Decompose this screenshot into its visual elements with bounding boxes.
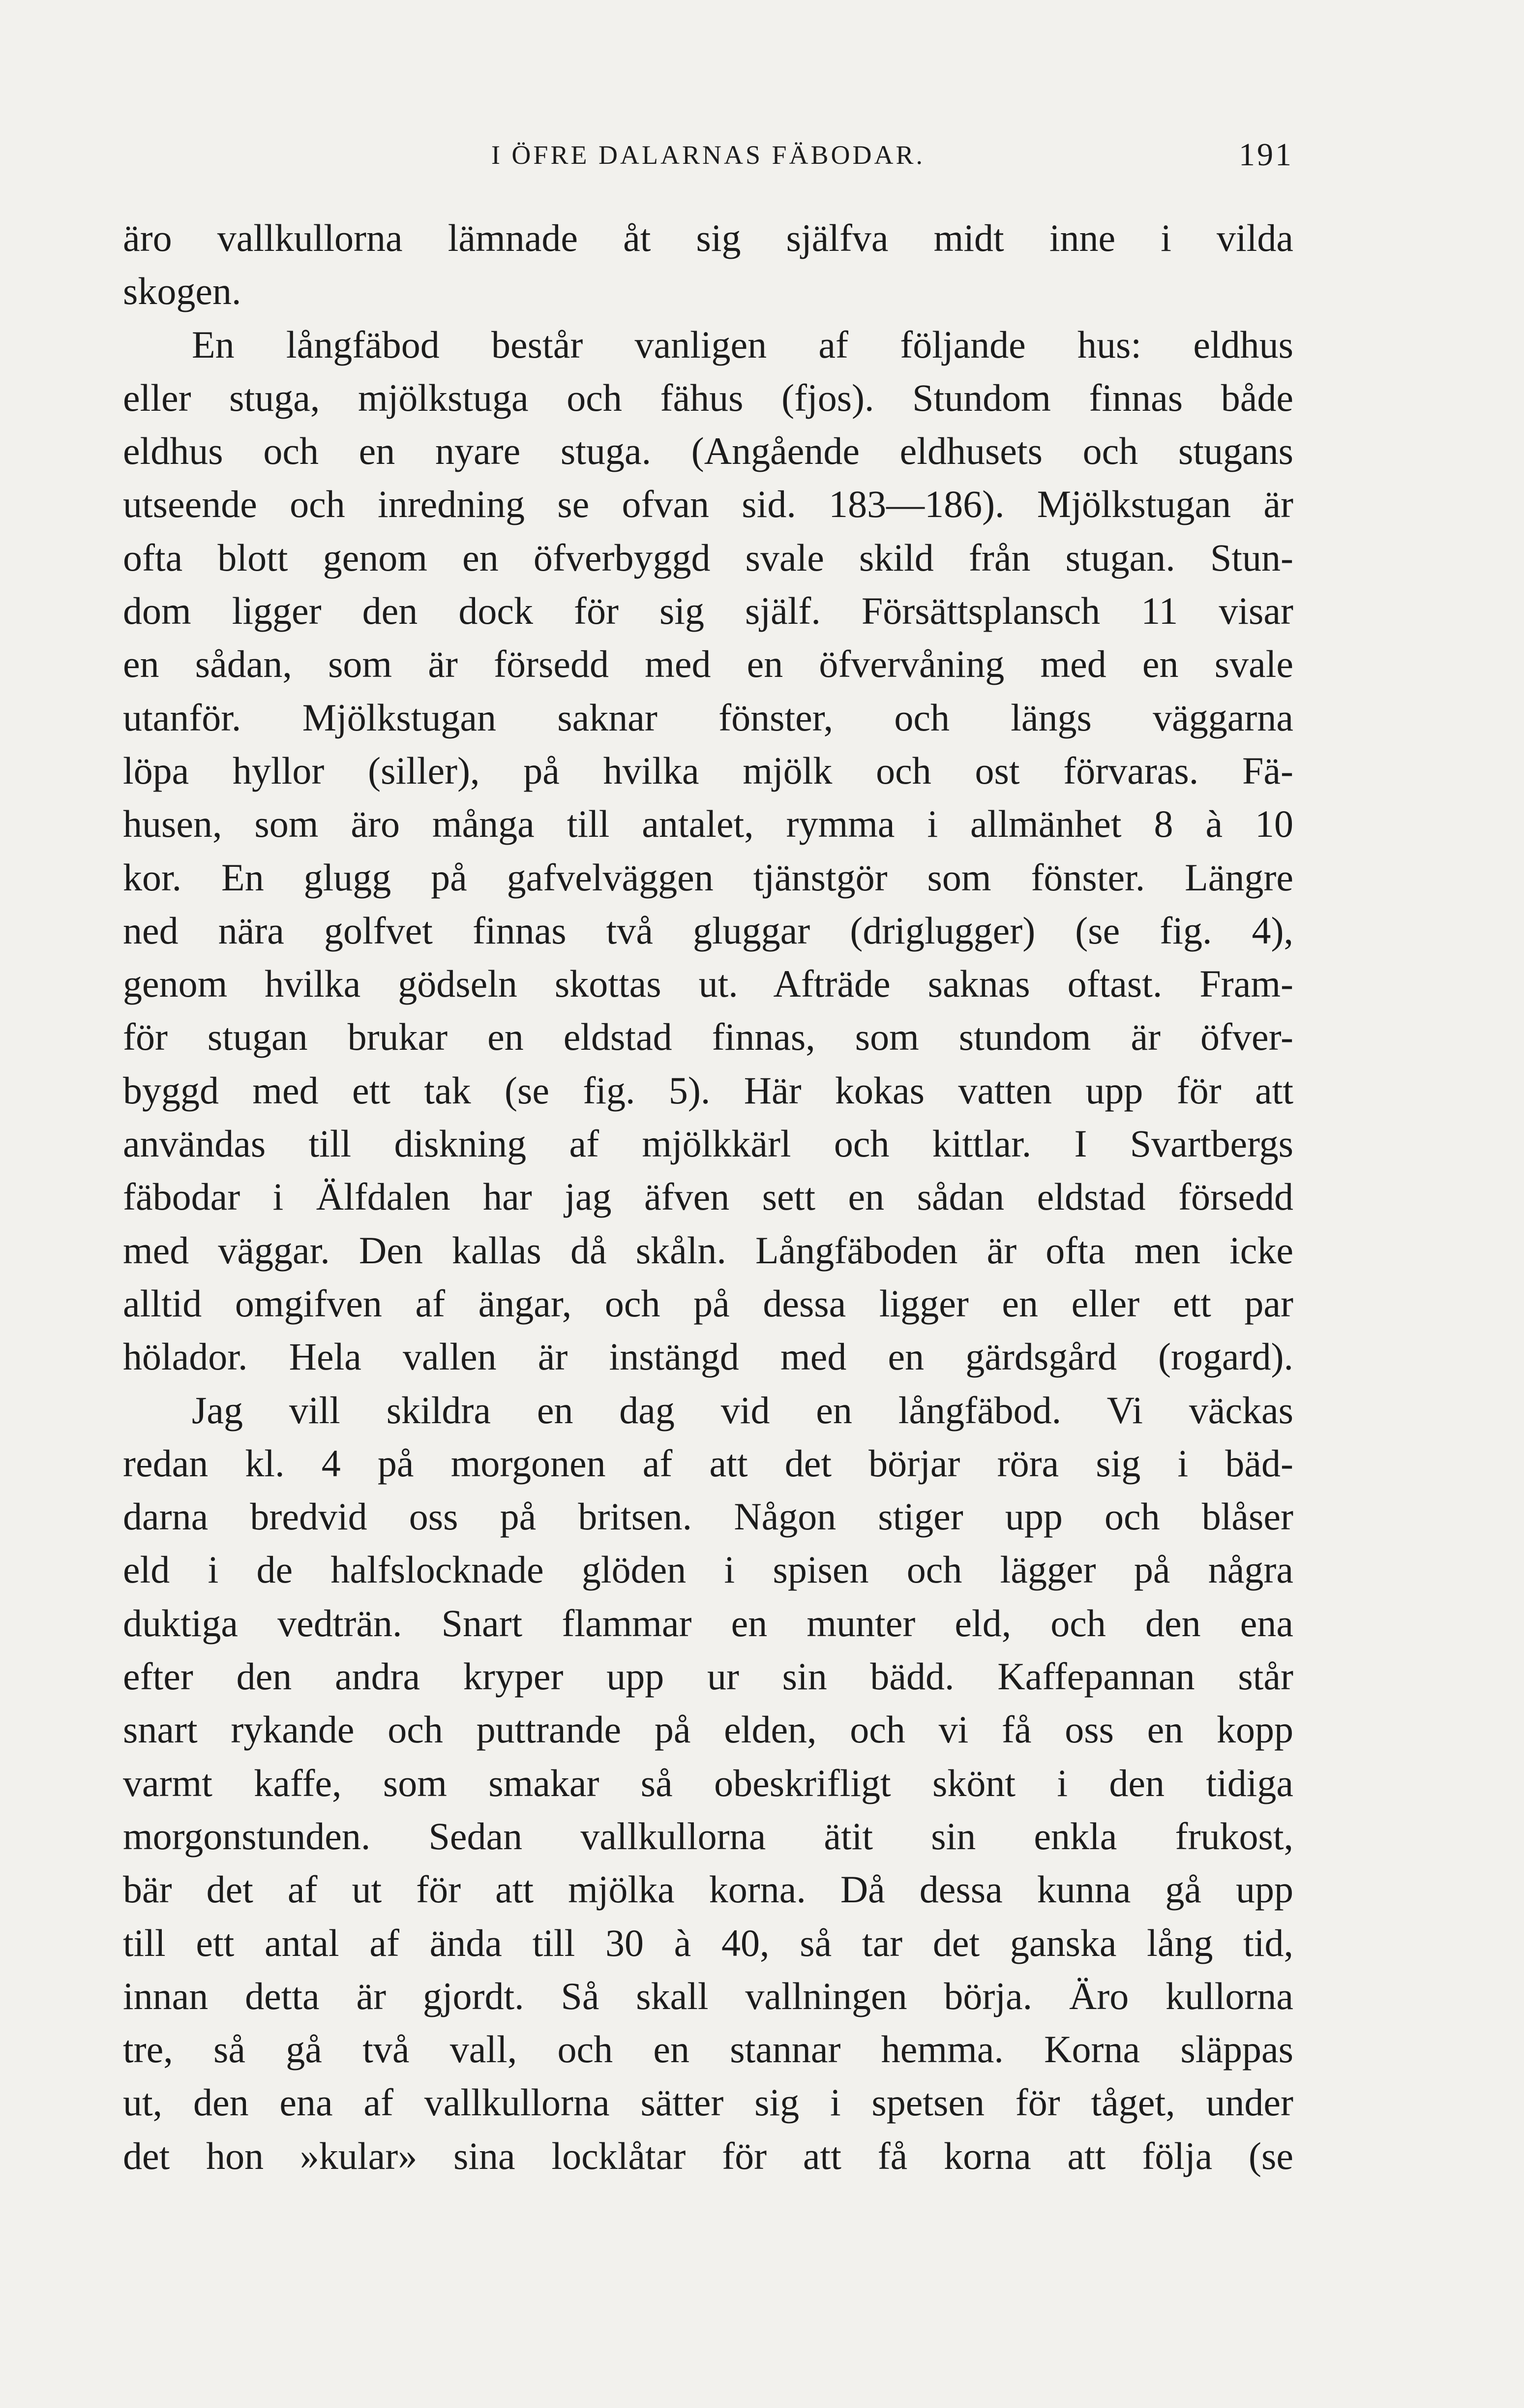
text-line: det hon »kular» sina locklåtar för att få korna att följa (se xyxy=(123,2134,1293,2177)
body-text xyxy=(123,212,1293,2183)
text-line: varmt kaffe, som smakar så obeskrifligt skönt i den tidiga xyxy=(123,1761,1293,1804)
text-line: för stugan brukar en eldstad finnas, som stundom är öfver- xyxy=(123,1015,1293,1059)
text-line: löpa hyllor (siller), på hvilka mjölk och ost förvaras. Fä- xyxy=(123,749,1293,792)
running-title: I ÖFRE DALARNAS FÄBODAR. xyxy=(491,140,926,170)
text-line: eld i de halfslocknade glöden i spisen och lägger på några xyxy=(123,1548,1293,1591)
text-line: genom hvilka gödseln skottas ut. Afträde saknas oftast. Fram- xyxy=(123,962,1293,1006)
page-number: 191 xyxy=(1239,137,1293,173)
text-line: Jag vill skildra en dag vid en långfäbod. Vi väckas xyxy=(192,1388,1293,1432)
text-line: äro vallkullorna lämnade åt sig själfva midt inne i vilda xyxy=(123,216,1293,259)
text-line: utanför. Mjölkstugan saknar fönster, och längs väggarna xyxy=(123,696,1293,739)
text-line: redan kl. 4 på morgonen af att det börjar röra sig i bäd- xyxy=(123,1441,1293,1485)
text-line: till ett antal af ända till 30 à 40, så tar det ganska lång tid, xyxy=(123,1921,1293,1964)
text-line: darna bredvid oss på britsen. Någon stiger upp och blåser xyxy=(123,1495,1293,1538)
text-line: hölador. Hela vallen är instängd med en gärdsgård (rogard). xyxy=(123,1335,1293,1378)
text-line: ut, den ena af vallkullorna sätter sig i spetsen för tåget, under xyxy=(123,2081,1293,2124)
text-line: bär det af ut för att mjölka korna. Då dessa kunna gå upp xyxy=(123,1868,1293,1911)
text-line: alltid omgifven af ängar, och på dessa ligger en eller ett par xyxy=(123,1281,1293,1325)
text-line: ned nära golfvet finnas två gluggar (driglugger) (se fig. 4), xyxy=(123,909,1293,952)
text-line: duktiga vedträn. Snart flammar en munter eld, och den ena xyxy=(123,1601,1293,1645)
text-line: utseende och inredning se ofvan sid. 183—186). Mjölkstugan är xyxy=(123,483,1293,526)
text-line: dom ligger den dock för sig själf. Försättsplansch 11 visar xyxy=(123,589,1293,633)
text-line: med väggar. Den kallas då skåln. Långfäboden är ofta men icke xyxy=(123,1228,1293,1272)
text-line: husen, som äro många till antalet, rymma i allmänhet 8 à 10 xyxy=(123,802,1293,846)
text-line: kor. En glugg på gafvelväggen tjänstgör som fönster. Längre xyxy=(123,855,1293,899)
text-line: en sådan, som är försedd med en öfvervåning med en svale xyxy=(123,642,1293,686)
text-line: tre, så gå två vall, och en stannar hemma. Korna släppas xyxy=(123,2028,1293,2071)
text-line: En långfäbod består vanligen af följande hus: eldhus xyxy=(192,323,1293,366)
text-line: fäbodar i Älfdalen har jag äfven sett en sådan eldstad försedd xyxy=(123,1175,1293,1219)
text-line: snart rykande och puttrande på elden, och vi få oss en kopp xyxy=(123,1708,1293,1751)
text-line: skogen. xyxy=(123,270,241,313)
text-line: byggd med ett tak (se fig. 5). Här kokas vatten upp för att xyxy=(123,1068,1293,1112)
running-head xyxy=(123,133,1293,177)
text-line: eldhus och en nyare stuga. (Angående eldhusets och stugans xyxy=(123,429,1293,473)
text-line: efter den andra kryper upp ur sin bädd. Kaffepannan står xyxy=(123,1655,1293,1698)
text-line: morgonstunden. Sedan vallkullorna ätit sin enkla frukost, xyxy=(123,1814,1293,1858)
text-line: eller stuga, mjölkstuga och fähus (fjos). Stundom finnas både xyxy=(123,376,1293,419)
text-line: ofta blott genom en öfverbyggd svale skild från stugan. Stun- xyxy=(123,536,1293,579)
text-line: innan detta är gjordt. Så skall vallningen börja. Äro kullorna xyxy=(123,1974,1293,2017)
text-line: användas till diskning af mjölkkärl och kittlar. I Svartbergs xyxy=(123,1122,1293,1165)
